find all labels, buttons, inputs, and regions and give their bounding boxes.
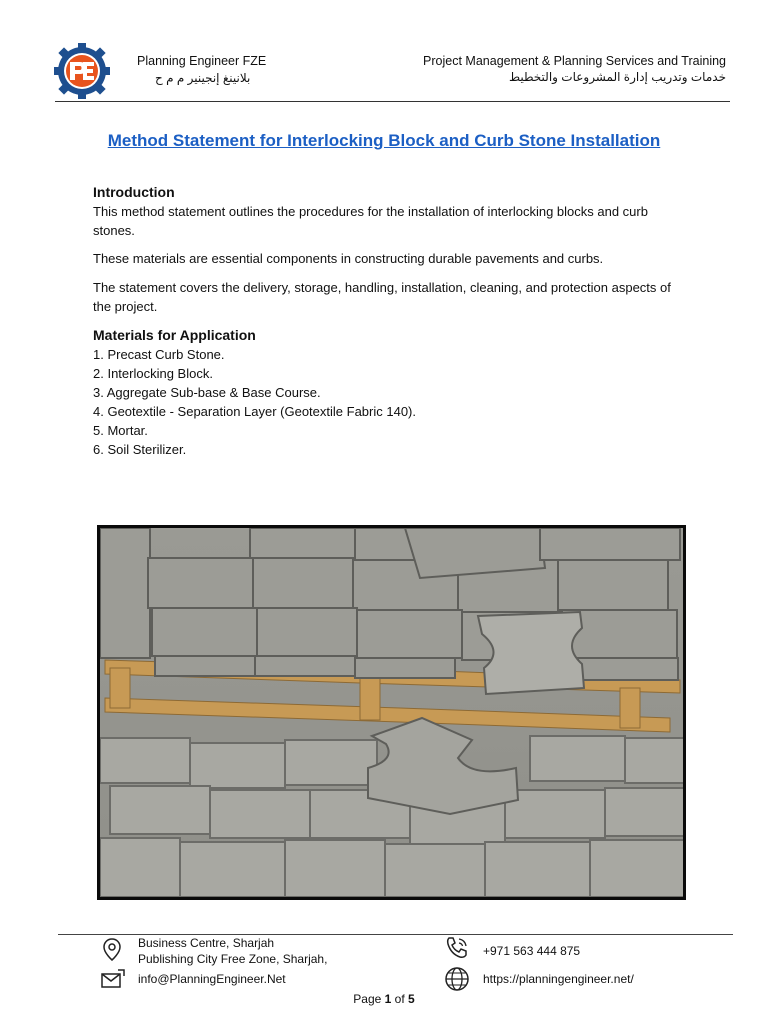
- location-pin-icon: [100, 937, 124, 966]
- header-divider: [55, 101, 730, 102]
- page-of: of: [394, 992, 405, 1006]
- company-logo: [52, 42, 112, 100]
- list-item: 2. Interlocking Block.: [93, 366, 213, 381]
- services-tagline-ar: خدمات وتدريب إدارة المشروعات والتخطيط: [508, 70, 726, 84]
- interlocking-blocks-photo: [97, 525, 686, 900]
- list-item: 3. Aggregate Sub-base & Base Course.: [93, 385, 321, 400]
- website-link[interactable]: https://planningengineer.net/: [483, 972, 634, 986]
- total-pages: 5: [408, 992, 415, 1006]
- materials-heading: Materials for Application: [93, 327, 256, 343]
- current-page: 1: [384, 992, 392, 1006]
- document-body: [93, 183, 678, 459]
- email-link[interactable]: info@PlanningEngineer.Net: [138, 972, 286, 986]
- services-tagline-en: Project Management & Planning Services and Training: [423, 54, 726, 68]
- globe-icon: [444, 966, 470, 995]
- page-label: Page: [353, 992, 382, 1006]
- list-item: 4. Geotextile - Separation Layer (Geotextile Fabric 140).: [93, 404, 416, 419]
- intro-paragraph: These materials are essential components in constructing durable pavements and curbs.: [93, 251, 604, 266]
- list-item: 1. Precast Curb Stone.: [93, 347, 225, 362]
- phone-number[interactable]: +971 563 444 875: [483, 944, 581, 958]
- intro-paragraph: This method statement outlines the procedures for the installation of interlocking blocks and curb stones.: [93, 204, 648, 238]
- list-item: 6. Soil Sterilizer.: [93, 442, 187, 457]
- page-header: [52, 42, 728, 102]
- materials-list: [93, 345, 678, 459]
- list-item: 5. Mortar.: [93, 423, 148, 438]
- introduction-heading: Introduction: [93, 184, 175, 200]
- email-icon: [100, 968, 126, 993]
- page-number: [0, 992, 768, 1006]
- address-line: Publishing City Free Zone, Sharjah,: [138, 952, 328, 966]
- phone-icon: [444, 935, 470, 964]
- address-line: Business Centre, Sharjah: [138, 936, 275, 950]
- company-name-ar: بلانينغ إنجينير م م ح: [155, 71, 251, 85]
- intro-paragraph: The statement covers the delivery, storage, handling, installation, cleaning, and protection aspects of the project.: [93, 280, 671, 314]
- document-title: Method Statement for Interlocking Block and Curb Stone Installation: [107, 131, 661, 150]
- company-name-en: Planning Engineer FZE: [137, 54, 267, 68]
